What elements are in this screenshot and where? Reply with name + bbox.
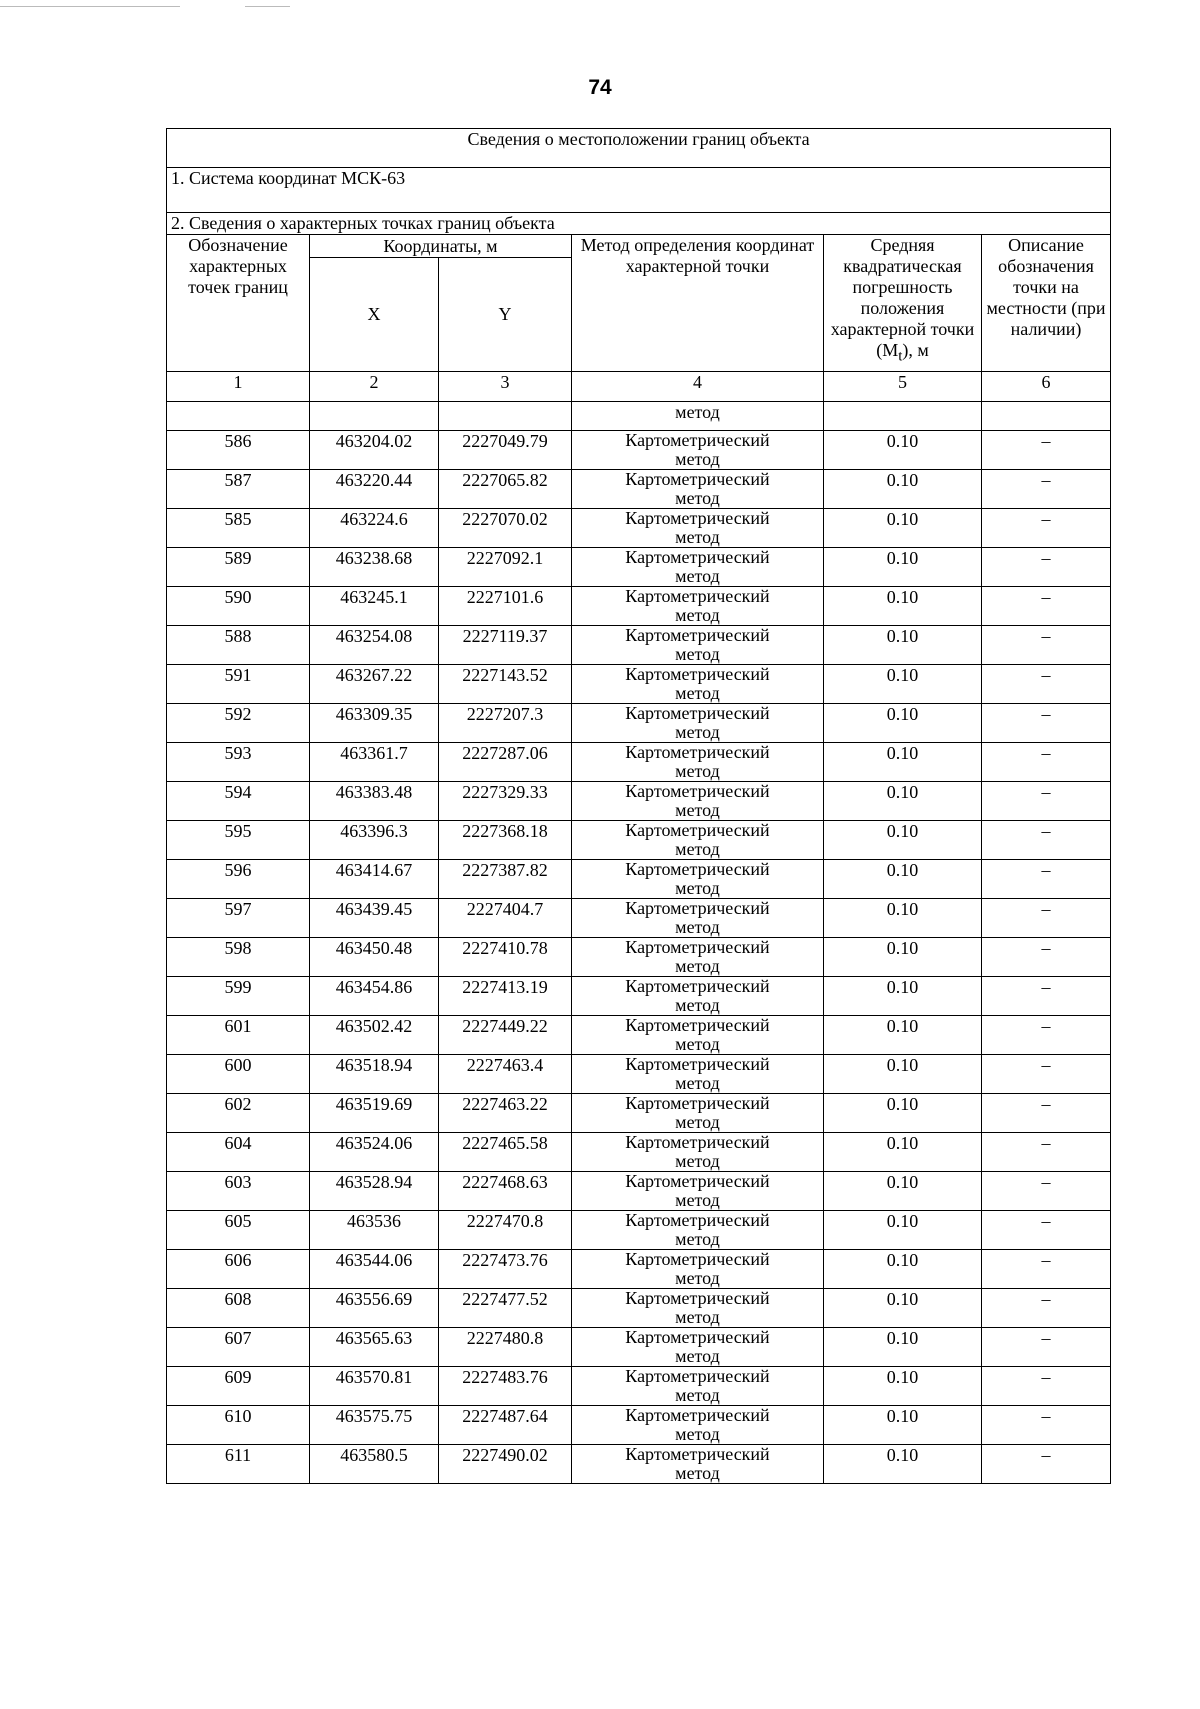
method-cell (572, 899, 824, 938)
coordinate-system: 1. Система координат МСК-63 (167, 168, 1111, 213)
scan-edge-mark (245, 6, 290, 7)
table-row (167, 1328, 1111, 1367)
error-cell: 0.10 (824, 704, 982, 743)
method-line1: Картометрический (625, 859, 770, 879)
table-row (167, 587, 1111, 626)
method-cell (572, 431, 824, 470)
table-row (167, 1289, 1111, 1328)
method-line2: метод (675, 995, 720, 1015)
method-line2: метод (675, 722, 720, 742)
description-cell: – (982, 782, 1111, 821)
method-line2: метод (675, 1190, 720, 1210)
y-coordinate-cell: 2227101.6 (439, 587, 572, 626)
table-row (167, 938, 1111, 977)
header-row (167, 235, 1111, 258)
table-row (167, 1172, 1111, 1211)
section-row (167, 213, 1111, 235)
method-line1: Картометрический (625, 625, 770, 645)
table-row (167, 1367, 1111, 1406)
description-cell: – (982, 1445, 1111, 1484)
table-row (167, 1055, 1111, 1094)
empty-cell (310, 402, 439, 431)
error-cell: 0.10 (824, 1133, 982, 1172)
method-line2: метод (675, 605, 720, 625)
method-cell (572, 1016, 824, 1055)
description-cell: – (982, 626, 1111, 665)
continuation-row (167, 402, 1111, 431)
description-cell: – (982, 938, 1111, 977)
column-number: 1 (167, 372, 310, 402)
title-row (167, 129, 1111, 168)
error-cell: 0.10 (824, 899, 982, 938)
method-cell (572, 782, 824, 821)
method-line2: метод (675, 1112, 720, 1132)
table-row (167, 1406, 1111, 1445)
method-line2: метод (675, 1307, 720, 1327)
method-line1: Картометрический (625, 1210, 770, 1230)
x-coordinate-cell: 463238.68 (310, 548, 439, 587)
empty-cell (167, 402, 310, 431)
method-line1: Картометрический (625, 976, 770, 996)
error-cell: 0.10 (824, 1055, 982, 1094)
point-cell: 587 (167, 470, 310, 509)
method-line1: Картометрический (625, 664, 770, 684)
method-line2: метод (675, 800, 720, 820)
point-cell: 591 (167, 665, 310, 704)
header-error-unit: ), м (902, 340, 929, 360)
y-coordinate-cell: 2227487.64 (439, 1406, 572, 1445)
method-line2: метод (675, 683, 720, 703)
header-y: Y (439, 258, 572, 372)
y-coordinate-cell: 2227287.06 (439, 743, 572, 782)
description-cell: – (982, 1094, 1111, 1133)
description-cell: – (982, 1367, 1111, 1406)
point-cell: 598 (167, 938, 310, 977)
y-coordinate-cell: 2227463.22 (439, 1094, 572, 1133)
header-method: Метод определения координат характерной точки (572, 235, 824, 372)
header-description: Описание обозначения точки на местности (при наличии) (982, 235, 1111, 372)
method-line1: Картометрический (625, 1054, 770, 1074)
method-cell (572, 743, 824, 782)
table-row (167, 1250, 1111, 1289)
x-coordinate-cell: 463309.35 (310, 704, 439, 743)
method-line1: Картометрический (625, 820, 770, 840)
y-coordinate-cell: 2227070.02 (439, 509, 572, 548)
description-cell: – (982, 1133, 1111, 1172)
x-coordinate-cell: 463524.06 (310, 1133, 439, 1172)
column-numbers-row (167, 372, 1111, 402)
point-cell: 610 (167, 1406, 310, 1445)
method-line2: метод (675, 1424, 720, 1444)
method-cell (572, 1211, 824, 1250)
column-number: 6 (982, 372, 1111, 402)
y-coordinate-cell: 2227468.63 (439, 1172, 572, 1211)
header-error-text: Средняя квадратическая погрешность положения характерной (830, 235, 962, 339)
description-cell: – (982, 860, 1111, 899)
error-cell: 0.10 (824, 1211, 982, 1250)
method-line1: Картометрический (625, 898, 770, 918)
y-coordinate-cell: 2227483.76 (439, 1367, 572, 1406)
error-cell: 0.10 (824, 548, 982, 587)
method-cell (572, 470, 824, 509)
point-cell: 604 (167, 1133, 310, 1172)
table-row (167, 704, 1111, 743)
method-cell (572, 938, 824, 977)
y-coordinate-cell: 2227049.79 (439, 431, 572, 470)
method-line2: метод (675, 644, 720, 664)
y-coordinate-cell: 2227368.18 (439, 821, 572, 860)
point-cell: 594 (167, 782, 310, 821)
table-row (167, 860, 1111, 899)
description-cell: – (982, 1016, 1111, 1055)
table-row (167, 431, 1111, 470)
y-coordinate-cell: 2227329.33 (439, 782, 572, 821)
method-cell (572, 821, 824, 860)
point-cell: 597 (167, 899, 310, 938)
method-line2: метод (675, 1346, 720, 1366)
table-row (167, 1133, 1111, 1172)
error-cell: 0.10 (824, 1172, 982, 1211)
method-line1: Картометрический (625, 430, 770, 450)
table-row (167, 743, 1111, 782)
method-line2: метод (675, 1073, 720, 1093)
error-cell: 0.10 (824, 860, 982, 899)
point-cell: 602 (167, 1094, 310, 1133)
method-cell (572, 548, 824, 587)
point-cell: 592 (167, 704, 310, 743)
y-coordinate-cell: 2227470.8 (439, 1211, 572, 1250)
column-number: 4 (572, 372, 824, 402)
x-coordinate-cell: 463502.42 (310, 1016, 439, 1055)
point-cell: 589 (167, 548, 310, 587)
table-body (167, 129, 1111, 1484)
method-line1: Картометрический (625, 1366, 770, 1386)
error-cell: 0.10 (824, 431, 982, 470)
x-coordinate-cell: 463220.44 (310, 470, 439, 509)
error-cell: 0.10 (824, 1328, 982, 1367)
x-coordinate-cell: 463254.08 (310, 626, 439, 665)
y-coordinate-cell: 2227387.82 (439, 860, 572, 899)
method-cell (572, 1094, 824, 1133)
point-cell: 607 (167, 1328, 310, 1367)
method-line1: Картометрический (625, 937, 770, 957)
x-coordinate-cell: 463396.3 (310, 821, 439, 860)
method-line2: метод (675, 1385, 720, 1405)
point-cell: 593 (167, 743, 310, 782)
y-coordinate-cell: 2227404.7 (439, 899, 572, 938)
table-row (167, 509, 1111, 548)
empty-cell (439, 402, 572, 431)
method-line1: Картометрический (625, 1132, 770, 1152)
description-cell: – (982, 431, 1111, 470)
method-line2: метод (675, 1463, 720, 1483)
point-cell: 609 (167, 1367, 310, 1406)
point-cell: 603 (167, 1172, 310, 1211)
y-coordinate-cell: 2227490.02 (439, 1445, 572, 1484)
x-coordinate-cell: 463361.7 (310, 743, 439, 782)
description-cell: – (982, 821, 1111, 860)
table-row (167, 821, 1111, 860)
x-coordinate-cell: 463383.48 (310, 782, 439, 821)
table-row (167, 548, 1111, 587)
empty-cell (824, 402, 982, 431)
error-cell: 0.10 (824, 977, 982, 1016)
method-cell (572, 626, 824, 665)
method-line1: Картометрический (625, 1093, 770, 1113)
method-cell (572, 1133, 824, 1172)
description-cell: – (982, 665, 1111, 704)
method-line2: метод (675, 761, 720, 781)
y-coordinate-cell: 2227465.58 (439, 1133, 572, 1172)
x-coordinate-cell: 463565.63 (310, 1328, 439, 1367)
y-coordinate-cell: 2227463.4 (439, 1055, 572, 1094)
x-coordinate-cell: 463204.02 (310, 431, 439, 470)
coordinate-system-row (167, 168, 1111, 213)
table-row (167, 1016, 1111, 1055)
method-line2: метод (675, 1034, 720, 1054)
error-cell: 0.10 (824, 821, 982, 860)
method-line1: Картометрический (625, 508, 770, 528)
point-cell: 596 (167, 860, 310, 899)
header-designation: Обозначение характерных точек границ (167, 235, 310, 372)
document-title: Сведения о местоположении границ объекта (167, 129, 1111, 168)
point-cell: 608 (167, 1289, 310, 1328)
method-line2: метод (675, 1268, 720, 1288)
x-coordinate-cell: 463439.45 (310, 899, 439, 938)
description-cell: – (982, 743, 1111, 782)
x-coordinate-cell: 463580.5 (310, 1445, 439, 1484)
method-line2: метод (675, 488, 720, 508)
description-cell: – (982, 470, 1111, 509)
method-line2: метод (675, 449, 720, 469)
y-coordinate-cell: 2227473.76 (439, 1250, 572, 1289)
header-x: X (310, 258, 439, 372)
section-title: 2. Сведения о характерных точках границ объекта (167, 213, 1111, 235)
error-cell: 0.10 (824, 1289, 982, 1328)
x-coordinate-cell: 463556.69 (310, 1289, 439, 1328)
table-row (167, 899, 1111, 938)
empty-cell (982, 402, 1111, 431)
description-cell: – (982, 704, 1111, 743)
error-cell: 0.10 (824, 626, 982, 665)
y-coordinate-cell: 2227143.52 (439, 665, 572, 704)
point-cell: 600 (167, 1055, 310, 1094)
method-cell (572, 1328, 824, 1367)
x-coordinate-cell: 463575.75 (310, 1406, 439, 1445)
method-cell (572, 665, 824, 704)
method-line2: метод (675, 878, 720, 898)
y-coordinate-cell: 2227092.1 (439, 548, 572, 587)
table-row (167, 665, 1111, 704)
table-row (167, 626, 1111, 665)
error-cell: 0.10 (824, 743, 982, 782)
method-line2: метод (675, 566, 720, 586)
boundary-points-table (166, 128, 1111, 1484)
description-cell: – (982, 1172, 1111, 1211)
method-cell (572, 1172, 824, 1211)
description-cell: – (982, 1406, 1111, 1445)
table-row (167, 977, 1111, 1016)
header-error-point: точки (M (876, 319, 975, 360)
description-cell: – (982, 1211, 1111, 1250)
method-line1: Картометрический (625, 469, 770, 489)
method-line2: метод (675, 527, 720, 547)
column-number: 2 (310, 372, 439, 402)
method-line1: Картометрический (625, 1444, 770, 1464)
method-line1: Картометрический (625, 703, 770, 723)
method-line2: метод (675, 917, 720, 937)
y-coordinate-cell: 2227449.22 (439, 1016, 572, 1055)
table-row (167, 1094, 1111, 1133)
x-coordinate-cell: 463519.69 (310, 1094, 439, 1133)
error-cell: 0.10 (824, 938, 982, 977)
y-coordinate-cell: 2227413.19 (439, 977, 572, 1016)
error-cell: 0.10 (824, 1367, 982, 1406)
error-cell: 0.10 (824, 1016, 982, 1055)
continuation-method: метод (572, 402, 824, 431)
error-cell: 0.10 (824, 1094, 982, 1133)
method-line2: метод (675, 839, 720, 859)
y-coordinate-cell: 2227480.8 (439, 1328, 572, 1367)
error-cell: 0.10 (824, 1445, 982, 1484)
point-cell: 586 (167, 431, 310, 470)
y-coordinate-cell: 2227065.82 (439, 470, 572, 509)
method-line1: Картометрический (625, 586, 770, 606)
point-cell: 605 (167, 1211, 310, 1250)
x-coordinate-cell: 463570.81 (310, 1367, 439, 1406)
description-cell: – (982, 1055, 1111, 1094)
error-cell: 0.10 (824, 470, 982, 509)
description-cell: – (982, 548, 1111, 587)
error-cell: 0.10 (824, 587, 982, 626)
method-line1: Картометрический (625, 1288, 770, 1308)
point-cell: 595 (167, 821, 310, 860)
method-line1: Картометрический (625, 742, 770, 762)
scan-edge-mark (0, 6, 180, 7)
method-cell (572, 587, 824, 626)
page-number: 74 (588, 76, 612, 99)
error-cell: 0.10 (824, 1250, 982, 1289)
error-cell: 0.10 (824, 1406, 982, 1445)
column-number: 5 (824, 372, 982, 402)
method-cell (572, 704, 824, 743)
error-cell: 0.10 (824, 782, 982, 821)
y-coordinate-cell: 2227119.37 (439, 626, 572, 665)
table-row (167, 1445, 1111, 1484)
description-cell: – (982, 587, 1111, 626)
method-line1: Картометрический (625, 781, 770, 801)
x-coordinate-cell: 463544.06 (310, 1250, 439, 1289)
description-cell: – (982, 1328, 1111, 1367)
method-line1: Картометрический (625, 1015, 770, 1035)
method-line1: Картометрический (625, 1249, 770, 1269)
method-line1: Картометрический (625, 1405, 770, 1425)
method-cell (572, 509, 824, 548)
x-coordinate-cell: 463518.94 (310, 1055, 439, 1094)
point-cell: 601 (167, 1016, 310, 1055)
header-error-sub: t (898, 348, 903, 365)
method-cell (572, 1055, 824, 1094)
method-cell (572, 1367, 824, 1406)
x-coordinate-cell: 463528.94 (310, 1172, 439, 1211)
y-coordinate-cell: 2227410.78 (439, 938, 572, 977)
point-cell: 588 (167, 626, 310, 665)
x-coordinate-cell: 463414.67 (310, 860, 439, 899)
header-coordinates: Координаты, м (310, 235, 572, 258)
table-row (167, 1211, 1111, 1250)
x-coordinate-cell: 463245.1 (310, 587, 439, 626)
method-line2: метод (675, 1151, 720, 1171)
description-cell: – (982, 977, 1111, 1016)
description-cell: – (982, 899, 1111, 938)
table-row (167, 782, 1111, 821)
method-cell (572, 860, 824, 899)
method-cell (572, 977, 824, 1016)
y-coordinate-cell: 2227207.3 (439, 704, 572, 743)
point-cell: 599 (167, 977, 310, 1016)
method-cell (572, 1406, 824, 1445)
column-number: 3 (439, 372, 572, 402)
method-line1: Картометрический (625, 1327, 770, 1347)
x-coordinate-cell: 463536 (310, 1211, 439, 1250)
x-coordinate-cell: 463224.6 (310, 509, 439, 548)
description-cell: – (982, 1250, 1111, 1289)
point-cell: 611 (167, 1445, 310, 1484)
x-coordinate-cell: 463267.22 (310, 665, 439, 704)
method-cell (572, 1445, 824, 1484)
point-cell: 590 (167, 587, 310, 626)
header-error (824, 235, 982, 372)
method-line2: метод (675, 1229, 720, 1249)
y-coordinate-cell: 2227477.52 (439, 1289, 572, 1328)
method-line2: метод (675, 956, 720, 976)
error-cell: 0.10 (824, 665, 982, 704)
table-row (167, 470, 1111, 509)
method-line1: Картометрический (625, 547, 770, 567)
error-cell: 0.10 (824, 509, 982, 548)
description-cell: – (982, 509, 1111, 548)
method-line1: Картометрический (625, 1171, 770, 1191)
method-cell (572, 1289, 824, 1328)
x-coordinate-cell: 463454.86 (310, 977, 439, 1016)
description-cell: – (982, 1289, 1111, 1328)
x-coordinate-cell: 463450.48 (310, 938, 439, 977)
point-cell: 585 (167, 509, 310, 548)
method-cell (572, 1250, 824, 1289)
point-cell: 606 (167, 1250, 310, 1289)
